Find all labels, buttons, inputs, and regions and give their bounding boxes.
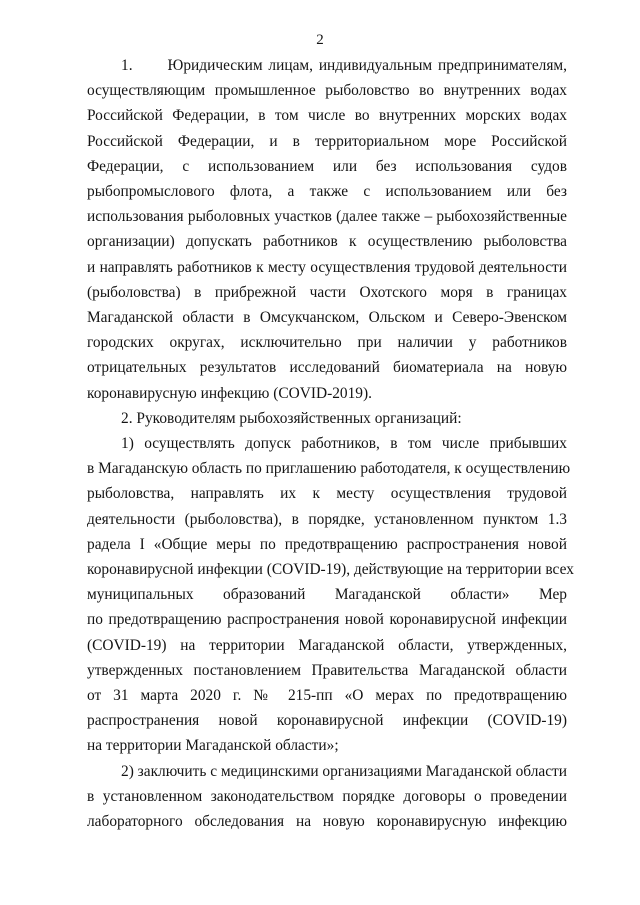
text-line: рыбопромыслового флота, а также с использованием или без	[87, 183, 567, 201]
text-line: 2. Руководителям рыбохозяйственных организаций:	[121, 409, 462, 427]
text-line: Федерации, с использованием или без использования судов	[87, 157, 567, 175]
text-line: от 31 марта 2020 г. № 215-пп «О мерах по предотвращению	[87, 687, 567, 705]
text-line: лабораторного обследования на новую коронавирусную инфекцию	[87, 813, 567, 831]
text-line: Российской Федерации, в том числе во внутренних морских водах	[87, 107, 567, 125]
text-line: распространения новой коронавирусной инфекции (COVID-19)	[87, 712, 567, 730]
text-line: 1) осуществлять допуск работников, в том числе прибывших	[121, 435, 567, 453]
paragraph-4	[87, 759, 567, 835]
text-line: рыболовства, направлять их к месту осуществления трудовой	[87, 485, 567, 503]
text-line: и направлять работников к месту осуществления трудовой деятельности	[87, 258, 567, 276]
text-line: в установленном законодательством порядке договоры о проведении	[87, 787, 567, 805]
text-line: Российской Федерации, и в территориальном море Российской	[87, 132, 567, 150]
text-line: осуществляющим промышленное рыболовство во внутренних водах	[87, 82, 567, 100]
text-line: коронавирусной инфекции (COVID-19), действующие на территории всех	[87, 561, 574, 579]
text-line: 1. Юридическим лицам, индивидуальным предпринимателям,	[121, 57, 567, 74]
page-number: 2	[316, 32, 324, 48]
text-line: городских округах, исключительно при наличии у работников	[87, 334, 567, 352]
text-line: по предотвращению распространения новой коронавирусной инфекции	[87, 611, 567, 629]
text-line: отрицательных результатов исследований биоматериала на новую	[87, 359, 567, 377]
text-line: Магаданской области в Омсукчанском, Ольском и Северо-Эвенском	[87, 309, 567, 327]
text-line: в Магаданскую область по приглашению работодателя, к осуществлению	[87, 460, 571, 478]
text-line: 2) заключить с медицинскими организациями Магаданской области	[121, 762, 568, 780]
text-line: деятельности (рыболовства), в порядке, установленном пунктом 1.3	[87, 510, 567, 528]
text-line: утвержденных постановлением Правительства Магаданской области	[87, 661, 567, 679]
text-line: (COVID-19) на территории Магаданской области, утвержденных,	[87, 636, 567, 654]
text-line: на территории Магаданской области»;	[87, 737, 339, 755]
text-line: организации) допускать работников к осуществлению рыболовства	[87, 233, 567, 251]
paragraph-2	[87, 406, 567, 431]
paragraph-3	[87, 431, 574, 759]
text-line: (рыболовства) в прибрежной части Охотского моря в границах	[87, 283, 567, 301]
text-line: радела I «Общие меры по предотвращению распространения новой	[87, 535, 567, 553]
document-body	[87, 53, 574, 834]
paragraph-1	[87, 53, 567, 406]
text-line: муниципальных образований Магаданской области» Мер	[87, 586, 567, 604]
text-line: использования рыболовных участков (далее также – рыбохозяйственные	[87, 208, 567, 226]
text-line: коронавирусную инфекцию (COVID-2019).	[87, 384, 372, 402]
